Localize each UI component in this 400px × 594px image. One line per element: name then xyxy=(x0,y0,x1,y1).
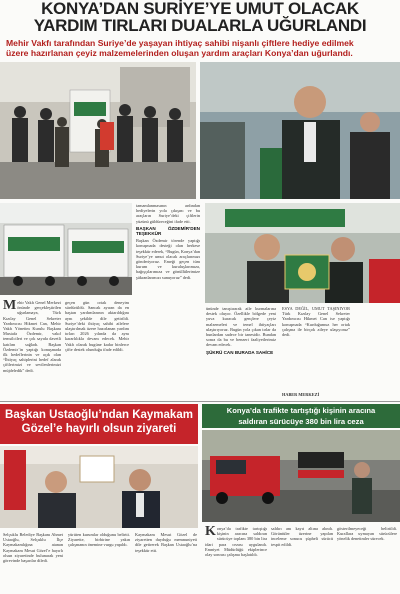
story2-col3: Kaymakam Mesut Gözel de ziyaretten duyduğu memnuniyeti dile getirerek Başkan Ustaoğlu’na teşekkür etti. xyxy=(135,532,197,553)
story3-dropcap: K xyxy=(205,526,216,539)
main-story-byline: HABER MERKEZİ xyxy=(282,392,320,397)
lead-dropcap: M xyxy=(3,300,17,313)
section-divider xyxy=(0,401,400,402)
story2-headline-line2: Gözel’e hayırlı olsun ziyareti xyxy=(21,423,177,435)
main-story-col1: Mehir Vakfı Genel Merkezi önünde gerçekleştirilen uğurlamaya, Türk Kızılay Genel Sekreter Yardımcısı Hikmet Can, Mehir Vakfı Yönetim Kurulu Başkanı Mustafa Özdemir, vakıf temsilcileri ve çok sayıda davetli katılım sağladı. Başkan Özdemir’in yaptığı konuşmada ilk hedeflerinin ve açık olan “İhtiyaç sahiplerini hedef alarak çiftlerimizi ve sevilenlerimizi müjdeledik” dedi. xyxy=(3,300,61,373)
main-deck-line2: üzere hazırlanan çeyiz malzemelerinden oluşan yardım araçları Konya’dan uğurlandı. xyxy=(6,48,353,58)
story3-headline-line2: saldıran sürücüye 380 bin lira ceza xyxy=(238,417,364,426)
plaque-presentation-photo xyxy=(205,203,400,303)
story3-col3: gösterilmeyeceği belirtildi. Kurallara uymayan sürücülere yönelik denetimler sürecek. xyxy=(337,526,397,542)
story2-headline-banner xyxy=(0,404,198,444)
mayor-visit-photo xyxy=(0,446,198,528)
main-story-col4: ününde tanıştırarak aile kurmalarına destek oluyor. Özellikle bölgede yeni yuva kuracak gençlere çeyiz malzemeleri ve temel ihtiyaçları ulaştırıyoruz. Bugün yola çıkan tırlar da bunlardan sadece bir tanesidir. Bundan sonra da bu ve benzeri faaliyetlerimiz devam edecek. ŞÜKRÜ CAN BURADA SAHİCE xyxy=(206,306,276,355)
story2-headline-line1: Başkan Ustaoğlu’ndan Kaymakam xyxy=(5,409,193,421)
speaker-photo xyxy=(200,62,400,199)
story3-col1: Konya’da trafikte tartıştığı kişinin aracına saldıran sürücüye toplam 380 bin lira idari para cezası uygulandı. Emniyet Müdürlüğü ekiplerince olay sonrası çalışma başlatıldı. xyxy=(205,526,267,558)
main-story-col2: geçen gün ortak deneyim sürdürüldü. Sancak ayıran da en baştan yardımlarının aktarıldığını aynı şekilde dile getirildi. Suriye’deki ihtiyaç sahibi ailelere ulaştırılmak üzere hazırlanan yardım tırları 2026 yılında da aynı kararlılıkla devam edecek. Mehir Vakfı olarak bugüne kadar binlerce çifte destek olunduğu ifade edildi. xyxy=(65,300,129,352)
main-story-col5: ESYA DEĞİL, UMUT TAŞINIYOR Türk Kızılay Genel Sekreter Yardımcısı Hikmet Can ise yaptığı konuşmada “Kurduğumuz her ortak çalışma ile birçok aileye ulaşıyoruz” dedi. xyxy=(282,306,350,338)
story2-col1: Selçuklu Belediye Başkanı Ahmet Ustaoğlu, Selçuklu İlçe Kaymakamlığına atanan Kaymakam Mesut Gözel’e hayırlı olsun ziyaretinde bulunarak yeni görevinde başarılar diledi. xyxy=(3,532,63,564)
subhead-baskan: BAŞKAN ÖZDEMİR’DEN TEŞEKKÜR xyxy=(136,225,200,237)
story3-headline-line1: Konya’da trafikte tartıştığı kişinin aracına xyxy=(226,406,376,415)
main-story-col3: tamamlanmasının ardından hediyelerin yola çıkışını ve bu araçların Suriye’deki çiftlerin yüzünü güldüreceğini ifade etti. BAŞKAN ÖZDEMİR’DEN TEŞEKKÜR Başkan Özdemir törende yaptığı konuşmada desteği olan herkese teşekkür ederek, “Bugün, Konya’dan Suriye’ye umut olacak araçlarımızı gönderiyoruz. Emeği geçen tüm kurum ve kuruluşlarımıza, bağışçılarımıza ve gönüllülerimize şükranlarımızı sunuyoruz” dedi. xyxy=(136,203,200,280)
main-deck-line1: Mehir Vakfı tarafından Suriye’de yaşayan ihtiyaç sahibi nişanlı çiftlere hediye edilmek xyxy=(6,38,354,48)
story3-headline-banner xyxy=(202,404,400,428)
aid-trucks-photo xyxy=(0,203,132,295)
group-ceremony-photo xyxy=(0,62,196,199)
main-headline-line1: KONYA’DAN SURİYE’YE UMUT OLACAK xyxy=(41,0,359,18)
story2-col2: yürüten kurumlar olduğunu belirtti. Ziyarette, birbirine yakın çalışmanın önemine vurgu yapıldı. xyxy=(68,532,130,548)
subhead-sukru: ŞÜKRÜ CAN BURADA SAHİCE xyxy=(206,349,274,355)
story3-col2: saldırı anı kayıt altına alındı. Görüntüler üzerine yapılan inceleme sonucu şüpheli sürücü tespit edildi. xyxy=(271,526,333,547)
main-headline-line2: YARDIM TIRLARI DUALARLA UĞURLANDI xyxy=(33,16,367,35)
traffic-incident-photo xyxy=(202,430,400,522)
